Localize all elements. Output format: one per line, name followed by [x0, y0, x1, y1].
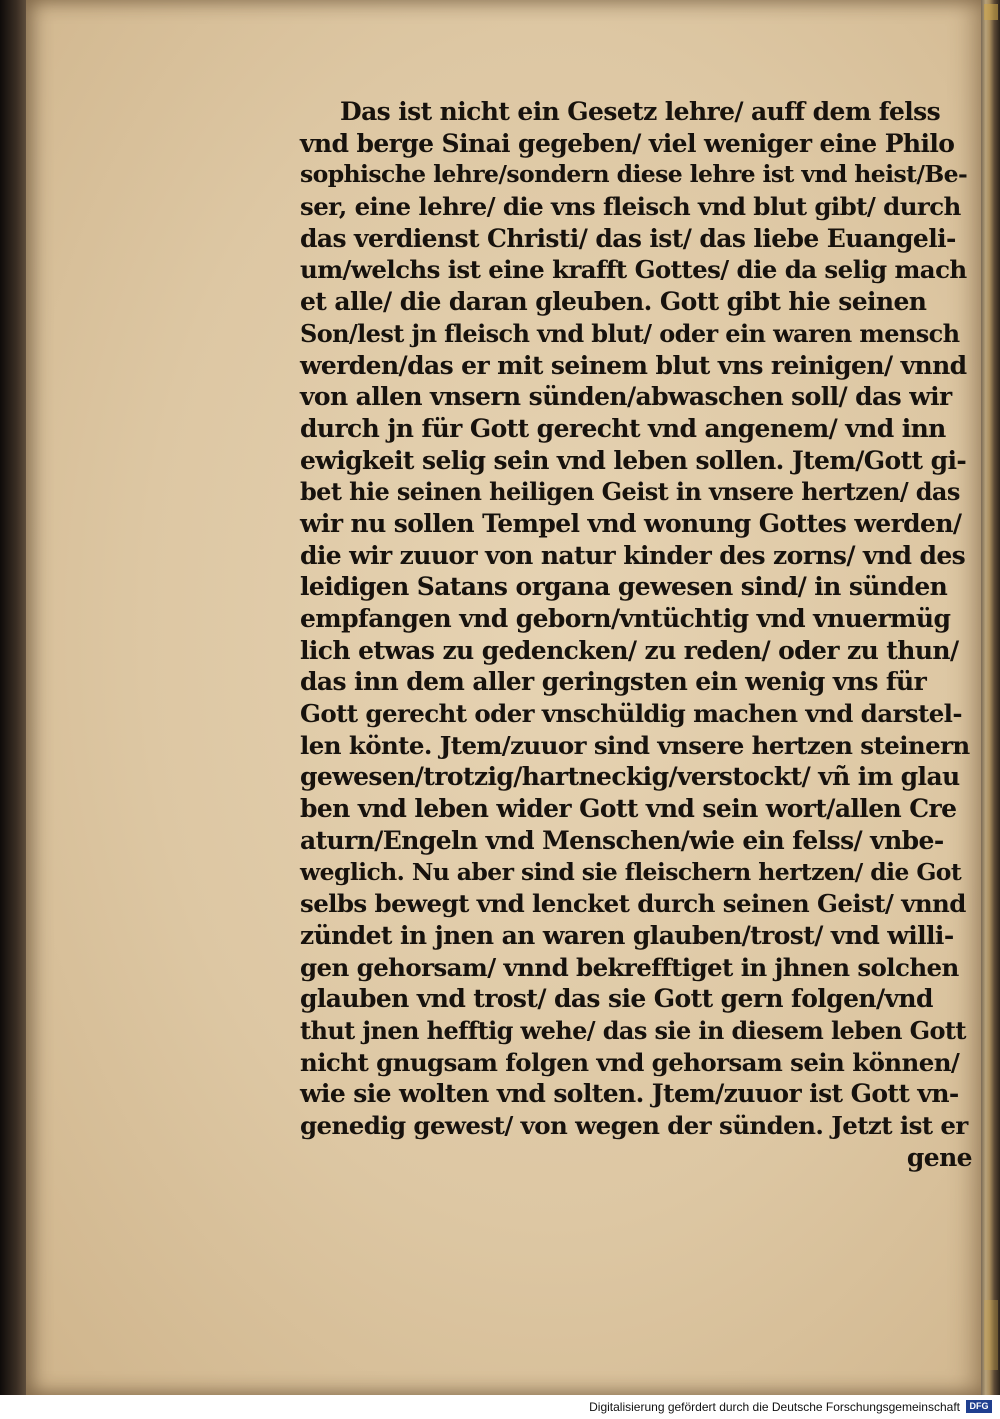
blackletter-text-block [300, 96, 972, 1173]
text-line: das verdienst Christi/ das ist/ das liebe Euangeli- [300, 223, 956, 253]
text-line: das inn dem aller geringsten ein wenig vns für [300, 667, 927, 697]
digitization-footer [0, 1395, 1000, 1419]
text-line: thut jnen hefftig wehe/ das sie in diesem leben Gott [300, 1015, 966, 1045]
text-line: selbs bewegt vnd lencket durch seinen Geist/ vnnd [300, 889, 966, 919]
text-line: gewesen/trotzig/hartneckig/verstockt/ vñ im glau [300, 762, 960, 792]
funding-notice: Digitalisierung gefördert durch die Deutsche Forschungsgemeinschaft [589, 1400, 960, 1414]
text-line: die wir zuuor von natur kinder des zorns/ vnd des [300, 540, 966, 570]
text-line: Son/lest jn fleisch vnd blut/ oder ein waren mensch [300, 318, 960, 348]
text-line: wir nu sollen Tempel vnd wonung Gottes werden/ [300, 508, 962, 538]
text-line: vnd berge Sinai gegeben/ viel weniger eine Philo [300, 128, 955, 158]
text-line: weglich. Nu aber sind sie fleischern hertzen/ die Got [300, 857, 962, 886]
text-line: von allen vnsern sünden/abwaschen soll/ das wir [300, 382, 952, 412]
text-line: aturn/Engeln vnd Menschen/wie ein felss/ vnbe- [300, 825, 944, 855]
text-line: um/welchs ist eine krafft Gottes/ die da selig mach [300, 255, 967, 285]
text-line: zündet in jnen an waren glauben/trost/ vnd willi- [300, 920, 954, 950]
text-line: ser, eine lehre/ die vns fleisch vnd blut gibt/ durch [300, 192, 961, 222]
text-line: lich etwas zu gedencken/ zu reden/ oder zu thun/ [300, 635, 959, 665]
text-line: wie sie wolten vnd solten. Jtem/zuuor ist Gott vn- [300, 1079, 959, 1109]
book-binding-edge [981, 0, 1000, 1395]
text-line: nicht gnugsam folgen vnd gehorsam sein können/ [300, 1047, 960, 1077]
text-line: genedig gewest/ von wegen der sünden. Jetzt ist er [300, 1111, 968, 1140]
text-line: ben vnd leben wider Gott vnd sein wort/allen Cre [300, 794, 957, 824]
dfg-logo: DFG [966, 1400, 992, 1413]
text-line: gen gehorsam/ vnnd bekrefftiget in jhnen solchen [300, 952, 959, 982]
text-line: sophische lehre/sondern diese lehre ist vnd heist/Be- [300, 160, 968, 189]
text-line: durch jn für Gott gerecht vnd angenem/ vnd inn [300, 413, 946, 443]
binding-ornament [984, 4, 998, 20]
binding-ornament [984, 1300, 998, 1370]
text-line: glauben vnd trost/ das sie Gott gern folgen/vnd [300, 984, 933, 1014]
text-line: ewigkeit selig sein vnd leben sollen. Jtem/Gott gi- [300, 445, 967, 475]
text-line: Das ist nicht ein Gesetz lehre/ auff dem felss [340, 97, 941, 126]
text-line: werden/das er mit seinem blut vns reinigen/ vnnd [300, 350, 967, 380]
text-line: et alle/ die daran gleuben. Gott gibt hie seinen [300, 287, 927, 317]
text-line: len könte. Jtem/zuuor sind vnsere hertzen steinern [300, 730, 970, 760]
catchword: gene [906, 1142, 972, 1172]
text-line: Gott gerecht oder vnschüldig machen vnd darstel- [300, 699, 962, 729]
text-line: empfangen vnd geborn/vntüchtig vnd vnuermüg [300, 604, 951, 633]
text-line: leidigen Satans organa gewesen sind/ in sünden [300, 572, 948, 602]
text-line: bet hie seinen heiligen Geist in vnsere hertzen/ das [300, 477, 960, 507]
